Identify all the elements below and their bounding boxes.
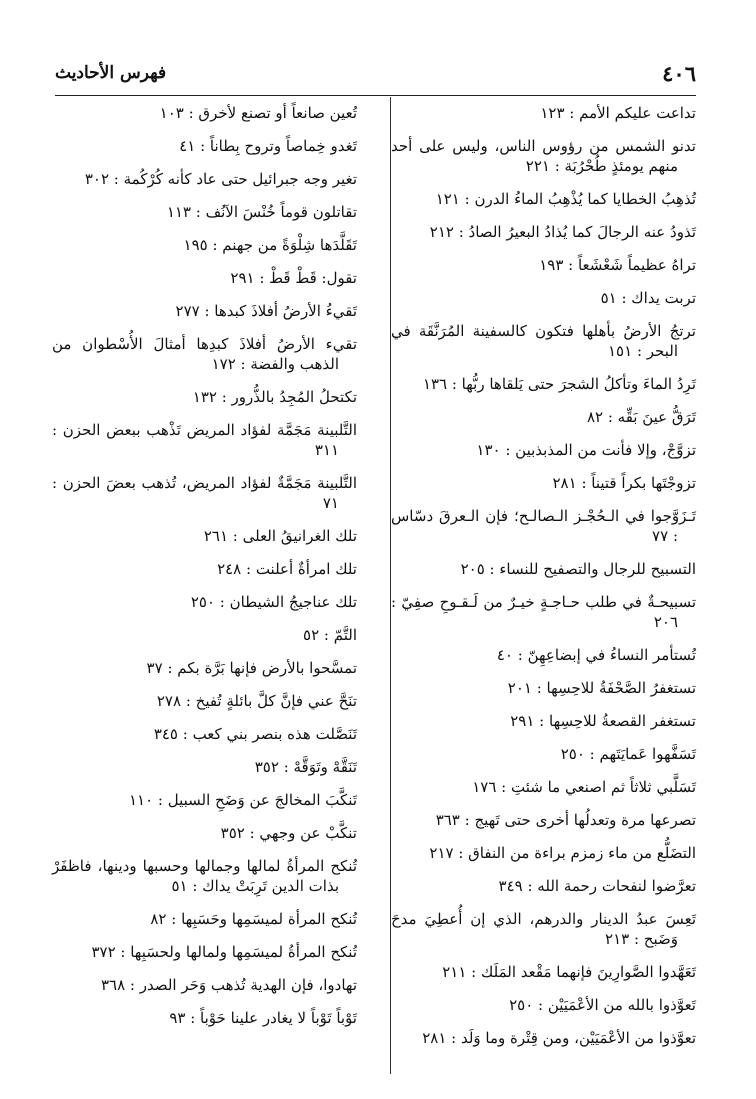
- index-entry: ترتجُ الأرضُ بأهلها فتكون كالسفينة المُرَنَّقَة في البحر : ١٥١: [391, 322, 696, 360]
- index-entry: تهادوا، فإن الهدية تُذهب وَحَر الصدر : ٣٦٨: [100, 976, 357, 994]
- index-entry: تلك امرأةٌ أعلنت : ٢٤٨: [217, 560, 357, 578]
- index-entry: تَوْباً تَوْباً لا يغادر علينا حَوْباً : ٩٣: [169, 1009, 357, 1027]
- index-entry: تمسَّحوا بالأرض فإنها بَرَّة بكم : ٣٧: [146, 659, 357, 677]
- index-entry: تداعت عليكم الأمم : ١٢٣: [540, 104, 696, 122]
- index-entry: تَنَقَّهْ وتَوَقَّهْ : ٣٥٢: [254, 758, 357, 776]
- index-entry: التسبيح للرجال والتصفيح للنساء : ٢٠٥: [460, 560, 696, 578]
- index-entry: تنكَّبْ عن وجهي : ٣٥٢: [220, 824, 357, 842]
- index-entry: تُذهِبُ الخطايا كما يُذْهِبُ الماءُ الدرن : ١٢١: [435, 190, 696, 208]
- index-entry: تَعَهَّدوا الصَّوارِينَ فإنهما مَقْعد المَلَك : ٢١١: [442, 963, 696, 981]
- index-entry: تعرَّضوا لنفحات رحمة الله : ٣٤٩: [498, 877, 696, 895]
- index-entry: تُنكح المرأةُ لميسَمِها ولمالها ولحسَبِها : ٣٧٢: [91, 943, 357, 961]
- index-entry: تَسَفَّهوا عَمايَتَهم : ٢٥٠: [560, 745, 696, 763]
- index-entry: تغير وجه جبرائيل حتى عاد كأنه كُرْكُمة : ٣٠٢: [84, 170, 357, 188]
- index-entry: تُستأمر النساءُ في إبضاعِهِنّ : ٤٠: [496, 646, 696, 664]
- index-entry: تزوجْتَها بكراً قتيناً : ٢٨١: [552, 474, 696, 492]
- index-entry: تَذودُ عنه الرجالَ كما يُذادُ البعيرُ الصادُ : ٢١٢: [429, 223, 696, 241]
- index-entry: التَّلبينة مَجَمَّةٌ لفؤاد المريض، تُذهب بعضَ الحزن : ٧١: [52, 474, 357, 512]
- index-entry: تسبيحـةٌ في طلب حـاجـةٍ خيـرٌ من لَـقـوحِ صفِيّ : ٢٠٦: [391, 593, 696, 631]
- index-entry: تقيء الأرضُ أفلاذَ كبدِها أمثالَ الأُسْطوان من الذهب والفضة : ١٧٢: [52, 335, 357, 373]
- right-column: [391, 103, 696, 1061]
- index-entry: تقاتلون قوماً خُنْسَ الآنُف : ١١٣: [166, 203, 357, 221]
- index-entry: تزوَّجْ، وإلا فأنت من المذبذبين : ١٣٠: [476, 441, 696, 459]
- index-entry: تَعوَّذوا بالله من الأعْمَيَيْن : ٢٥٠: [509, 996, 696, 1014]
- index-entry: تقول: قَطْ قَطْ : ٢٩١: [230, 269, 357, 287]
- index-entry: تَـزَوَّجوا في الـحُجْـز الـصالـح؛ فإن الـعرقَ دسّاس : ٧٧: [391, 507, 696, 545]
- index-entry: تُنكح المرأة لميسَمِها وحَسَبِها : ٨٢: [150, 910, 357, 928]
- index-entry: تَرِدُ الماءَ وتأكلُ الشجرَ حتى يَلقاها ربُّها : ١٣٦: [422, 375, 696, 393]
- index-entry: تَنكَّبَ المخالجَ عن وَضَحِ السبيل : ١١٠: [128, 791, 357, 809]
- running-title: فهرس الأحاديث: [55, 63, 167, 83]
- index-entry: تعوَّذوا من الأعْمَيَيْن، ومن قِتْرة وما وَلَد : ٢٨١: [422, 1029, 696, 1047]
- index-entry: تدنو الشمس من رؤوس الناس، وليس على أحد منهم يومئذٍ طُحْرُبَة : ٢٢١: [391, 137, 696, 175]
- index-entry: تربت يداك : ٥١: [600, 289, 696, 307]
- index-entry: التَّلبينة مَجَمَّة لفؤاد المريض تَذْهب ببعض الحزن : ٣١١: [52, 421, 357, 459]
- left-column: [52, 103, 357, 1041]
- index-entry: تُنكح المرأةُ لمالها وجمالها وحسبها ودينها، فاظفَرْ بذات الدين تَرِبَتْ يداك : ٥١: [52, 857, 357, 895]
- index-entry: تراهُ عظيماً شَعْشَعاً : ١٩٣: [539, 256, 696, 274]
- index-entry: تلك عناجيجُ الشيطان : ٢٥٠: [190, 593, 357, 611]
- index-entry: تَقيءُ الأرضُ أفلاذَ كبدها : ٢٧٧: [175, 302, 357, 320]
- index-entry: تَرَقُّ عينَ بَقِّه : ٨٢: [586, 408, 696, 426]
- index-entry: تُعين صانعاً أو تصنع لأخرق : ١٠٣: [159, 104, 357, 122]
- page-header: [55, 55, 696, 96]
- index-entry: تستغفرُ الصَّحْفَةُ للاحِسِها : ٢٠١: [507, 679, 696, 697]
- index-entry: التضَلُّع من ماء زمزم براءة من النفاق : ٢١٧: [429, 844, 696, 862]
- index-entry: تكتحلُ المُجِدُ بالذُّرور : ١٣٢: [192, 388, 357, 406]
- index-entry: تصرعها مرة وتعدلُها أخرى حتى تَهيج : ٣٦٣: [435, 811, 696, 829]
- index-entry: تلك الغرانيقُ العلى : ٢٦١: [203, 527, 357, 545]
- index-entry: تَنَصَّلت هذه بنصر بني كعب : ٣٤٥: [153, 725, 357, 743]
- index-entry: تنَحَّ عني فإنَّ كلَّ بائلةٍ تُفيخ : ٢٧٨: [156, 692, 357, 710]
- index-entry: التَّمّ : ٥٢: [303, 626, 357, 644]
- index-entry: تستغفر القصعةُ للاحِسِها : ٢٩١: [510, 712, 696, 730]
- index-entry: تَسَلَّبي ثلاثاً ثم اصنعي ما شئتِ : ١٧٦: [472, 778, 696, 796]
- index-entry: تَقَلَّدَها شِلْوَةً من جهنم : ١٩٥: [183, 236, 357, 254]
- index-entry: تَعِسَ عبدُ الدينار والدرهم، الذي إن أُعطِيَ مدحَ وَضَبح : ٢١٣: [391, 910, 696, 948]
- page-number: ٤٠٦: [662, 61, 696, 86]
- index-entry: تَغدو خِماصاً وتروح بِطاناً : ٤١: [179, 137, 357, 155]
